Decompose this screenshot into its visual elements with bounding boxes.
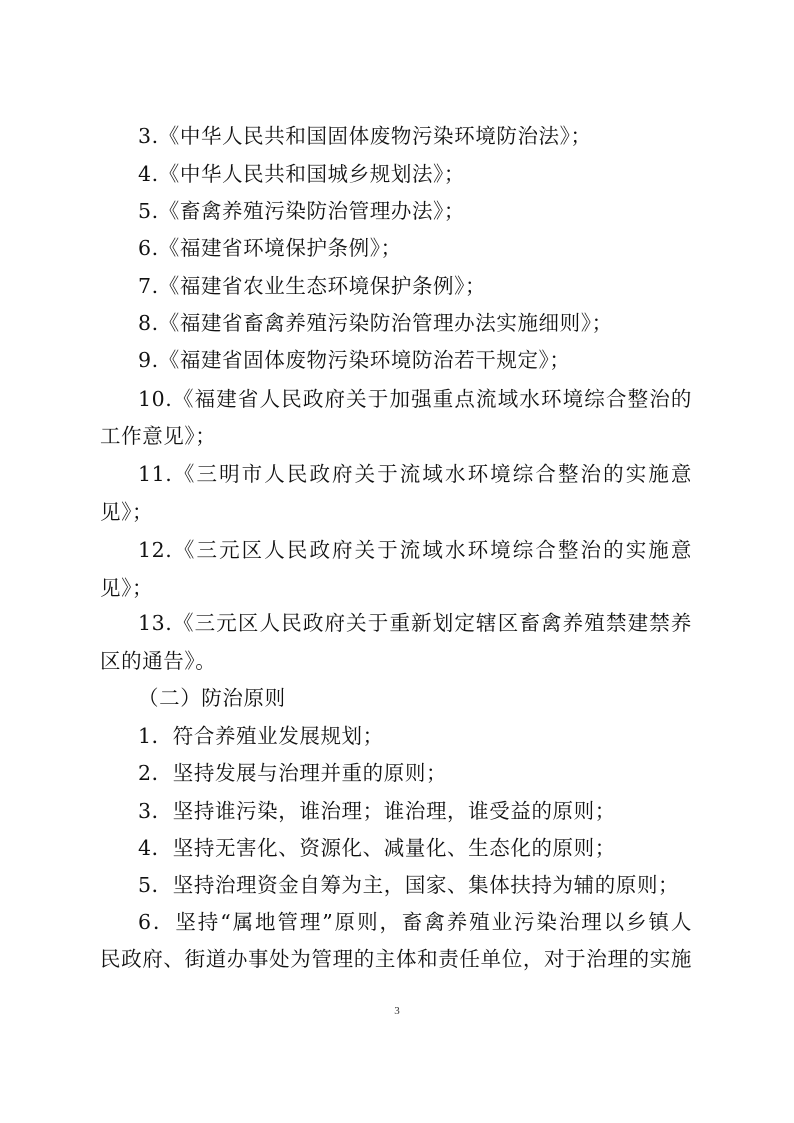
text-line: 3．坚持谁污染，谁治理；谁治理，谁受益的原则； <box>138 799 616 823</box>
text-line: 6.《福建省环境保护条例》； <box>138 236 402 260</box>
text-line: 7.《福建省农业生态环境保护条例》； <box>138 274 487 298</box>
section-heading: （二）防治原则 <box>138 686 286 710</box>
text-line: 4．坚持无害化、资源化、减量化、生态化的原则； <box>138 836 616 860</box>
text-line: 见》； <box>100 500 154 524</box>
text-line: 民政府、街道办事处为管理的主体和责任单位，对于治理的实施 <box>100 947 692 971</box>
text-line: 见》； <box>100 576 154 600</box>
text-line: 工作意见》； <box>100 424 217 448</box>
text-line: 11.《三明市人民政府关于流域水环境综合整治的实施意 <box>138 462 692 486</box>
text-line: 2．坚持发展与治理并重的原则； <box>138 761 448 785</box>
text-line: 6．坚持“属地管理”原则，畜禽养殖业污染治理以乡镇人 <box>138 910 692 934</box>
text-line: 8.《福建省畜禽养殖污染防治管理办法实施细则》； <box>138 311 613 335</box>
text-line: 10.《福建省人民政府关于加强重点流域水环境综合整治的 <box>138 387 692 411</box>
text-line: 区的通告》。 <box>100 649 217 673</box>
text-line: 4.《中华人民共和国城乡规划法》； <box>138 162 466 186</box>
text-line: 5．坚持治理资金自筹为主，国家、集体扶持为辅的原则； <box>138 873 680 897</box>
text-line: 12.《三元区人民政府关于流域水环境综合整治的实施意 <box>138 538 692 562</box>
text-line: 5.《畜禽养殖污染防治管理办法》； <box>138 199 466 223</box>
page-number: 3 <box>394 1005 400 1017</box>
text-line: 13.《三元区人民政府关于重新划定辖区畜禽养殖禁建禁养 <box>138 611 692 635</box>
text-line: 1．符合养殖业发展规划； <box>138 724 384 748</box>
text-line: 3.《中华人民共和国固体废物污染环境防治法》； <box>138 124 592 148</box>
text-line: 9.《福建省固体废物污染环境防治若干规定》； <box>138 348 571 372</box>
